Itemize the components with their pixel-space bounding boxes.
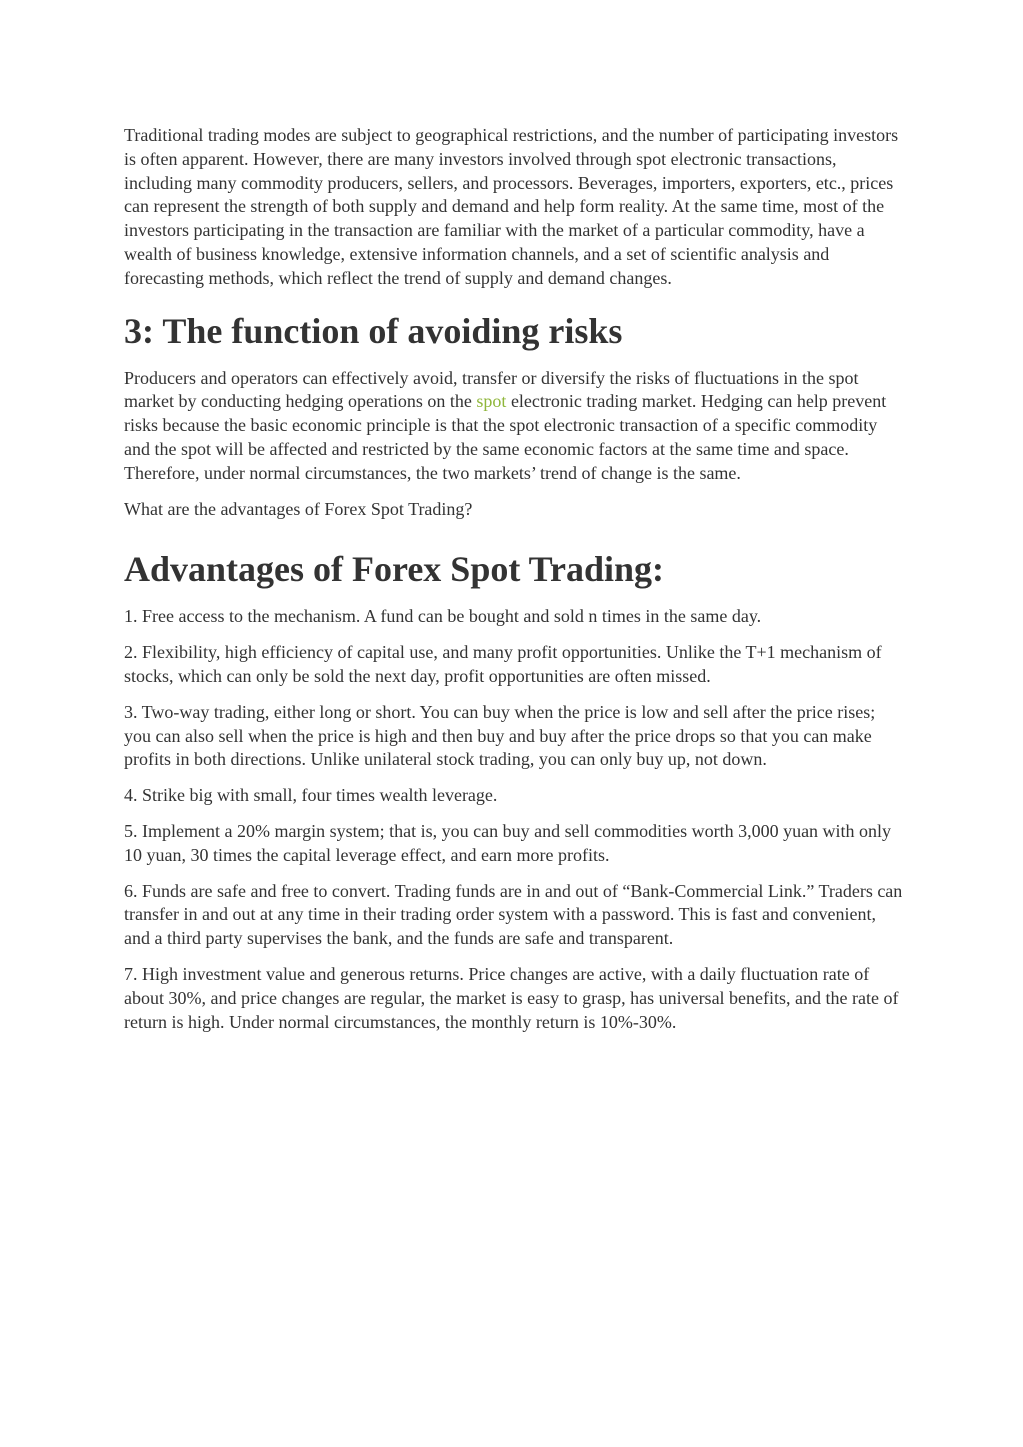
advantage-item: 1. Free access to the mechanism. A fund can be bought and sold n times in the same day. (124, 606, 762, 627)
advantage-item: 2. Flexibility, high efficiency of capital use, and many profit opportunities. Unlike the T+1 mechanism of stocks, which can only be sold the next day, profit opportunities are often missed. (124, 642, 882, 686)
risks-heading: 3: The function of avoiding risks (124, 310, 623, 351)
advantages-list (124, 605, 904, 1034)
advantage-item: 7. High investment value and generous returns. Price changes are active, with a daily fluctuation rate of about 30%, and price changes are regular, the market is easy to grasp, has universal benefits, and the rate of return is high. Under normal circumstances, the monthly return is 10%-30%. (124, 963, 899, 1032)
risks-paragraph-end: electronic trading market. Hedging can help prevent risks because the basic economic principle is that the spot electronic transaction of a specific commodity and the spot will be affected and restricted by the same economic factors at the same time and space. Therefore, under normal circumstances, the two markets’ trend of change is the same. (124, 391, 887, 483)
risks-paragraph-start: Producers and operators can effectively avoid, transfer or diversify the risks of fluctuations in the spot market by conducting hedging operations on the (124, 367, 859, 412)
spot-link[interactable]: spot (476, 391, 507, 412)
advantage-item: 6. Funds are safe and free to convert. Trading funds are in and out of “Bank-Commercial Link.” Traders can transfer in and out at any time in their trading order system with a password. This is fast and convenient, and a third party supervises the bank, and the funds are safe and transparent. (124, 880, 903, 949)
intro-paragraph: Traditional trading modes are subject to geographical restrictions, and the number of participating investors is often apparent. However, there are many investors involved through spot electronic transactions, including many commodity producers, sellers, and processors. Beverages, importers, exporters, etc., prices can represent the strength of both supply and demand and help form reality. At the same time, most of the investors participating in the transaction are familiar with the market of a particular commodity, have a wealth of business knowledge, extensive information channels, and a set of scientific analysis and forecasting methods, which reflect the trend of supply and demand changes. (124, 125, 899, 288)
risks-paragraph (124, 367, 904, 486)
advantages-question: What are the advantages of Forex Spot Trading? (124, 498, 473, 519)
advantage-item: 5. Implement a 20% margin system; that is, you can buy and sell commodities worth 3,000 yuan with only 10 yuan, 30 times the capital leverage effect, and earn more profits. (124, 820, 892, 865)
advantage-item: 3. Two-way trading, either long or short. You can buy when the price is low and sell after the price rises; you can also sell when the price is high and then buy and buy after the price drops so that you can make profits in both directions. Unlike unilateral stock trading, you can only buy up, not down. (124, 701, 876, 770)
advantages-heading: Advantages of Forex Spot Trading: (124, 549, 665, 590)
document-page (124, 124, 904, 1046)
advantage-item: 4. Strike big with small, four times wealth leverage. (124, 785, 498, 806)
